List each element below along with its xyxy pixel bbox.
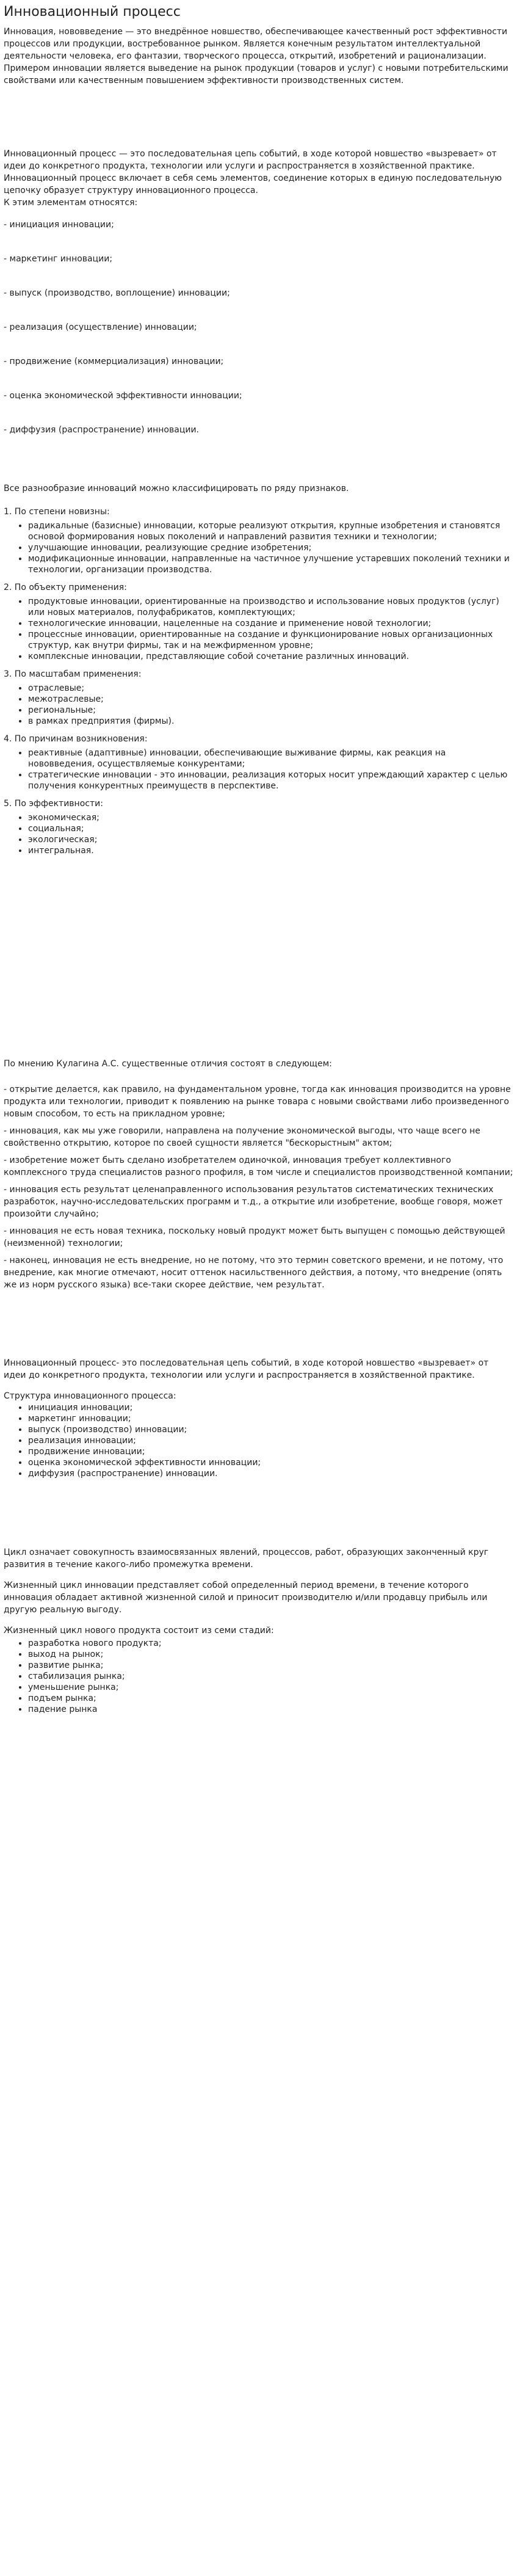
classification-list bbox=[4, 596, 513, 662]
list-item: • инициация инновации; bbox=[28, 1402, 513, 1413]
spacer bbox=[4, 87, 513, 148]
spacer bbox=[4, 1381, 513, 1390]
process-definition-2: Инновационный процесс- это последовательная цепь событий, в ходе которой новшество «вызревает» от идеи до конкретного продукта, технологии или услуги и распространяется в хозяйственной практике. bbox=[4, 1358, 489, 1380]
list-item: • разработка нового продукта; bbox=[28, 1638, 513, 1649]
list-item: • выход на рынок; bbox=[28, 1649, 513, 1660]
list-item: • экономическая; bbox=[28, 812, 513, 823]
element-item: - маркетинг инновации; bbox=[4, 254, 113, 264]
classification-lead: Все разнообразие инноваций можно классифицировать по ряду признаков. bbox=[4, 484, 349, 493]
list-item: • продвижение инновации; bbox=[28, 1446, 513, 1457]
classification-list bbox=[4, 520, 513, 575]
list-item: • падение рынка bbox=[28, 1704, 513, 1715]
list-item: • улучшающие инновации, реализующие средние изобретения; bbox=[28, 542, 513, 553]
document bbox=[0, 4, 517, 1715]
classification-heading: 1. По степени новизны: bbox=[4, 507, 110, 517]
classification-heading: 5. По эффективности: bbox=[4, 799, 103, 809]
spacer bbox=[4, 1485, 513, 1546]
element-item: - диффузия (распространение) инновации. bbox=[4, 425, 199, 435]
spacer bbox=[4, 458, 513, 482]
structure-list bbox=[4, 1402, 513, 1479]
kulagina-item: - инновация не есть новая техника, поскольку новый продукт может быть выпущен с помощью действующей (неизменной) технологии; bbox=[4, 1226, 505, 1248]
spacer bbox=[4, 1075, 513, 1083]
classification-list bbox=[4, 683, 513, 727]
list-item: • стратегические инновации - это инновации, реализация которых носит упреждающий характер с целью получения конкурентных преимуществ в перспективе. bbox=[28, 770, 513, 791]
classification-list bbox=[4, 812, 513, 856]
list-item: • стабилизация рынка; bbox=[28, 1671, 513, 1682]
life-cycle-definition: Жизненный цикл инновации представляет собой определенный период времени, в течение которого инновация обладает активной жизненной силой и приносит производителю и/или продавцу прибыль или другую реальную выгоду. bbox=[4, 1581, 488, 1615]
element-item: - реализация (осуществление) инновации; bbox=[4, 322, 197, 332]
kulagina-item: - инновация, как мы уже говорили, направлена на получение экономической выгоды, что чаще всего не свойственно открытию, которое по своей сущности является "бескорыстным" актом; bbox=[4, 1126, 480, 1148]
list-item: • в рамках предприятия (фирмы). bbox=[28, 716, 513, 727]
list-item: • межотраслевые; bbox=[28, 694, 513, 705]
page-title: Инновационный процесс bbox=[4, 4, 181, 20]
list-item: • процессные инновации, ориентированные на создание и функционирование новых организационных структур, как внутри фирмы, так и на межфирменном уровне; bbox=[28, 629, 513, 651]
spacer bbox=[4, 862, 513, 1058]
list-item: • реализация инновации; bbox=[28, 1435, 513, 1446]
list-item: • подъем рынка; bbox=[28, 1693, 513, 1704]
list-item: • региональные; bbox=[28, 705, 513, 716]
list-item: • комплексные инновации, представляющие собой сочетание различных инноваций. bbox=[28, 651, 513, 662]
spacer bbox=[4, 1296, 513, 1357]
classification-list bbox=[4, 748, 513, 791]
kulagina-item: - открытие делается, как правило, на фундаментальном уровне, тогда как инновация производится на уровне продукта или технологии, приводит к появлению на рынке товара с новыми свойствами либо произведенного новым способом, то есть на прикладном уровне; bbox=[4, 1085, 511, 1119]
list-item: • экологическая; bbox=[28, 834, 513, 845]
cycle-definition: Цикл означает совокупность взаимосвязанных явлений, процессов, работ, образующих законченный круг развития в течение какого-либо промежутка времени. bbox=[4, 1548, 489, 1570]
spacer bbox=[4, 1571, 513, 1579]
list-item: • отраслевые; bbox=[28, 683, 513, 694]
intro-paragraph: Инновация, нововведение — это внедрённое новшество, обеспечивающее качественный рост эффективности процессов или продукции, востребованное рынком. Является конечным результатом интеллектуальной деятельности человека, его фантазии, творческого процесса, открытий, изобретений и рационализации. Примером инновации является выведение на рынок продукции (товаров и услуг) с новыми потребительскими свойствами или качественным повышением эффективности производственных систем. bbox=[4, 27, 508, 86]
classification-heading: 4. По причинам возникновения: bbox=[4, 734, 148, 744]
list-item: • технологические инновации, нацеленные на создание и применение новой технологии; bbox=[28, 618, 513, 629]
kulagina-item: - изобретение может быть сделано изобретателем одиночкой, инновация требует коллективного комплексного труда специалистов разного профиля, в том числе и специалистов производственной компании; bbox=[4, 1155, 513, 1177]
classification-section bbox=[4, 506, 513, 856]
list-item: • маркетинг инновации; bbox=[28, 1413, 513, 1424]
list-item: • интегральная. bbox=[28, 845, 513, 856]
classification-heading: 2. По объекту применения: bbox=[4, 583, 127, 592]
list-item: • социальная; bbox=[28, 823, 513, 834]
list-item: • уменьшение рынка; bbox=[28, 1682, 513, 1693]
kulagina-item: - наконец, инновация не есть внедрение, но не потому, что это термин советского времени, и не потому, что внедрение, как многие отмечают, носит оттенок насильственного действия, а потому, что внедрение (опять же из норм русского языка) все-таки скорее действие, чем результат. bbox=[4, 1256, 504, 1290]
element-item: - инициация инновации; bbox=[4, 220, 114, 230]
list-item: • реактивные (адаптивные) инновации, обеспечивающие выживание фирмы, как реакция на нововведения, осуществляемые конкурентами; bbox=[28, 748, 513, 770]
process-definition: Инновационный процесс — это последовательная цепь событий, в ходе которой новшество «вызревает» от идеи до конкретного продукта, технологии или услуги и распространяется в хозяйственной практике. Инновационный процесс включает в себя семь элементов, соединение которых в единую последовательную цепочку образует структуру инновационного процесса. bbox=[4, 149, 502, 195]
element-item: - продвижение (коммерциализация) инновации; bbox=[4, 357, 224, 366]
elements-lead: К этим элементам относятся: bbox=[4, 198, 138, 208]
stages-lead: Жизненный цикл нового продукта состоит из семи стадий: bbox=[4, 1626, 274, 1635]
kulagina-lead: По мнению Кулагина А.С. существенные отличия состоят в следующем: bbox=[4, 1059, 332, 1069]
list-item: • выпуск (производство) инновации; bbox=[28, 1424, 513, 1435]
list-item: • диффузия (распространение) инновации. bbox=[28, 1468, 513, 1479]
list-item: • радикальные (базисные) инновации, которые реализуют открытия, крупные изобретения и становятся основой формирования новых поколений и направлений развития техники и технологии; bbox=[28, 520, 513, 542]
list-item: • модификационные инновации, направленные на частичное улучшение устаревших поколений техники и технологии, организации производства. bbox=[28, 553, 513, 575]
stages-list bbox=[4, 1638, 513, 1715]
list-item: • продуктовые инновации, ориентированные на производство и использование новых продуктов (услуг) или новых материалов, полуфабрикатов, комплектующих; bbox=[28, 596, 513, 618]
list-item: • развитие рынка; bbox=[28, 1660, 513, 1671]
element-item: - оценка экономической эффективности инновации; bbox=[4, 391, 242, 401]
kulagina-item: - инновация есть результат целенаправленного использования результатов систематических технических разработок, научно-исследовательских программ и т.д., а открытие или изобретение, вообще говоря, может произойти случайно; bbox=[4, 1185, 503, 1219]
kulagina-section bbox=[4, 1058, 513, 1291]
elements-list bbox=[4, 219, 513, 436]
list-item: • оценка экономической эффективности инновации; bbox=[28, 1457, 513, 1468]
spacer bbox=[4, 495, 513, 503]
element-item: - выпуск (производство, воплощение) инновации; bbox=[4, 288, 230, 298]
structure-lead: Структура инновационного процесса: bbox=[4, 1391, 176, 1401]
classification-heading: 3. По масштабам применения: bbox=[4, 669, 142, 679]
spacer bbox=[4, 1616, 513, 1625]
